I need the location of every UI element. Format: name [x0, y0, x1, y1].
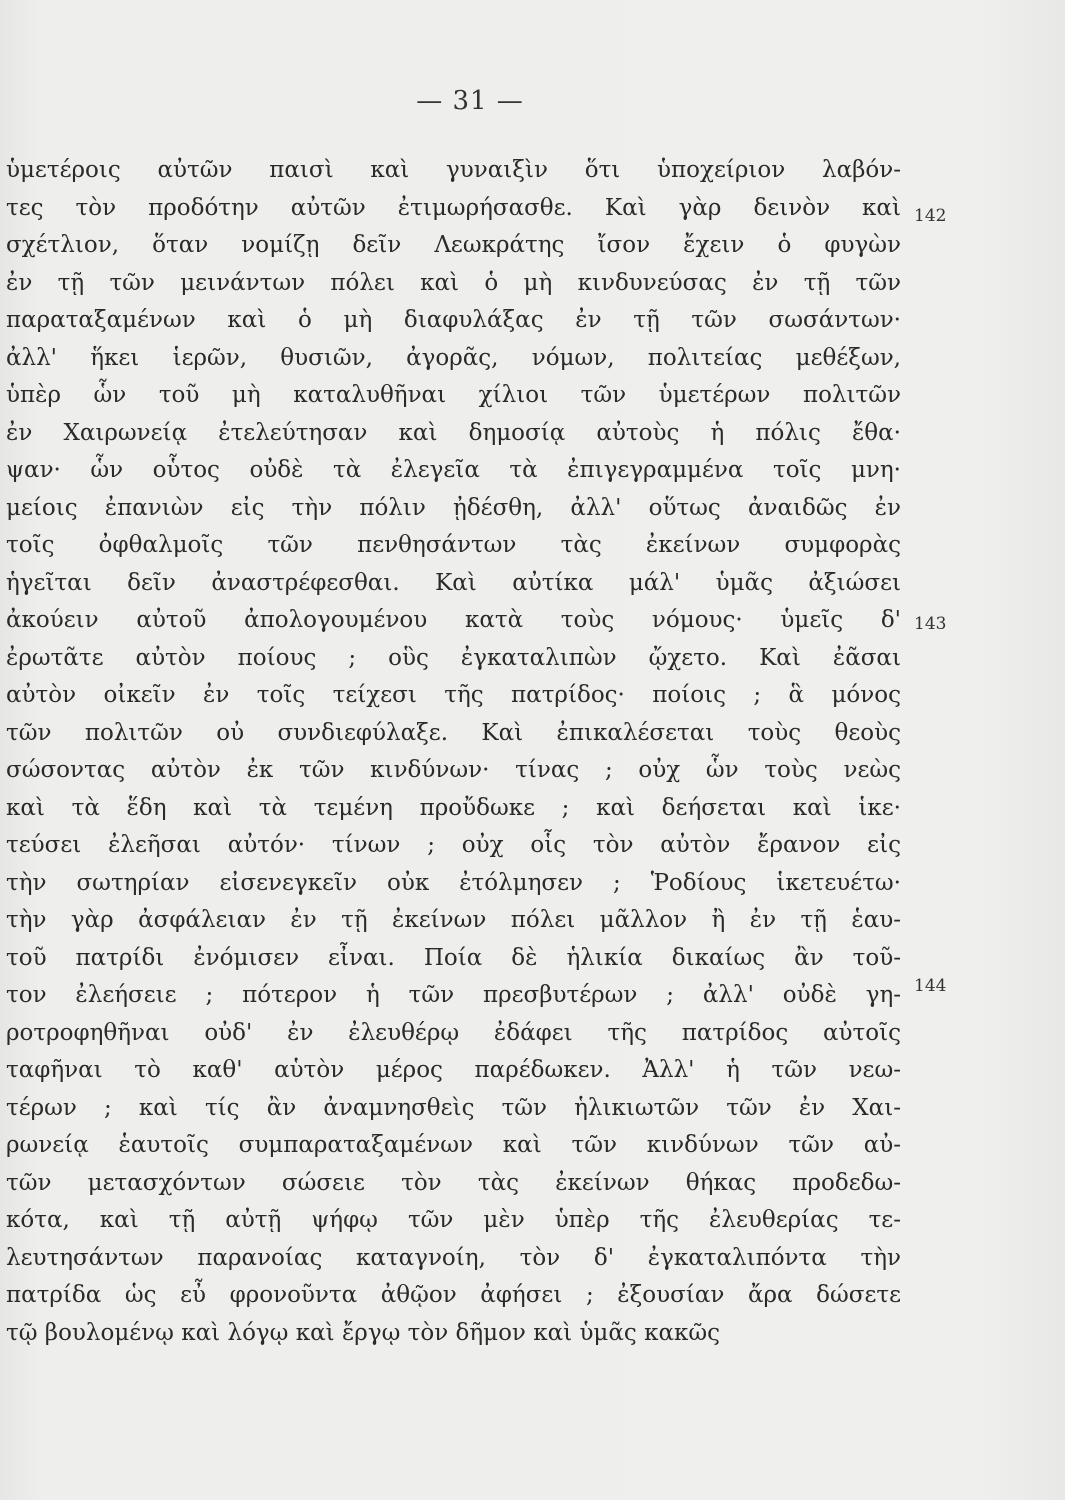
- body-text: [6, 152, 901, 1352]
- text-line: ὑμετέροις αὐτῶν παισὶ καὶ γυναιξὶν ὅτι ὑποχείριον λαβόν-: [6, 157, 901, 183]
- text-line: ἡγεῖται δεῖν ἀναστρέφεσθαι. Καὶ αὐτίκα μάλ' ὑμᾶς ἀξιώσει: [6, 569, 901, 596]
- text-line: τες τὸν προδότην αὐτῶν ἐτιμωρήσασθε. Καὶ γὰρ δεινὸν καὶ: [6, 194, 901, 221]
- text-line: τῶν μετασχόντων σώσειε τὸν τὰς ἐκείνων θήκας προδεδω-: [6, 1169, 901, 1196]
- text-line: καὶ τὰ ἕδη καὶ τὰ τεμένη προὔδωκε ; καὶ δεήσεται καὶ ἱκε·: [6, 794, 901, 821]
- margin-section-number: 143: [914, 614, 947, 634]
- text-line: ἀλλ' ἥκει ἱερῶν, θυσιῶν, ἀγορᾶς, νόμων, πολιτείας μεθέξων,: [6, 344, 901, 371]
- page-number: — 31 —: [416, 86, 524, 116]
- text-line: τεύσει ἐλεῆσαι αὐτόν· τίνων ; οὐχ οἷς τὸν αὐτὸν ἔρανον εἰς: [6, 832, 901, 858]
- text-line: ταφῆναι τὸ καθ' αὑτὸν μέρος παρέδωκεν. Ἀλλ' ἡ τῶν νεω-: [6, 1057, 901, 1083]
- margin-section-number: 142: [914, 206, 947, 226]
- text-line: πατρίδα ὡς εὖ φρονοῦντα ἀθῷον ἀφήσει ; ἐξουσίαν ἄρα δώσετε: [6, 1282, 901, 1308]
- text-line: τῶν πολιτῶν οὐ συνδιεφύλαξε. Καὶ ἐπικαλέσεται τοὺς θεοὺς: [6, 719, 901, 746]
- text-line: ἐν τῇ τῶν μεινάντων πόλει καὶ ὁ μὴ κινδυνεύσας ἐν τῇ τῶν: [6, 269, 901, 296]
- text-line: αὐτὸν οἰκεῖν ἐν τοῖς τείχεσι τῆς πατρίδος· ποίοις ; ἃ μόνος: [6, 682, 901, 708]
- text-line: ἐν Χαιρωνείᾳ ἐτελεύτησαν καὶ δημοσίᾳ αὐτοὺς ἡ πόλις ἔθα·: [6, 419, 901, 446]
- text-line: κότα, καὶ τῇ αὐτῇ ψήφῳ τῶν μὲν ὑπὲρ τῆς ἐλευθερίας τε-: [6, 1207, 901, 1233]
- text-line: τοῦ πατρίδι ἐνόμισεν εἶναι. Ποία δὲ ἡλικία δικαίως ἂν τοῦ-: [6, 944, 901, 971]
- text-line: ψαν· ὧν οὗτος οὐδὲ τὰ ἐλεγεῖα τὰ ἐπιγεγραμμένα τοῖς μνη·: [6, 457, 901, 483]
- text-line: ροτροφηθῆναι οὐδ' ἐν ἐλευθέρῳ ἐδάφει τῆς πατρίδος αὐτοῖς: [6, 1019, 901, 1046]
- text-line: σχέτλιον, ὅταν νομίζῃ δεῖν Λεωκράτης ἴσον ἔχειν ὁ φυγὼν: [6, 232, 901, 258]
- text-line: παραταξαμένων καὶ ὁ μὴ διαφυλάξας ἐν τῇ τῶν σωσάντων·: [6, 307, 901, 333]
- text-line: τοῖς ὀφθαλμοῖς τῶν πενθησάντων τὰς ἐκείνων συμφορὰς: [6, 532, 901, 558]
- text-line: τῷ βουλομένῳ καὶ λόγῳ καὶ ἔργῳ τὸν δῆμον καὶ ὑμᾶς κακῶς: [6, 1319, 721, 1346]
- text-line: λευτησάντων παρανοίας καταγνοίη, τὸν δ' ἐγκαταλιπόντα τὴν: [6, 1244, 901, 1271]
- text-line: μείοις ἐπανιὼν εἰς τὴν πόλιν ᾐδέσθη, ἀλλ' οὕτως ἀναιδῶς ἐν: [6, 494, 901, 521]
- text-line: τον ἐλεήσειε ; πότερον ἡ τῶν πρεσβυτέρων ; ἀλλ' οὐδὲ γη-: [6, 982, 901, 1008]
- text-line: σώσοντας αὐτὸν ἐκ τῶν κινδύνων· τίνας ; οὐχ ὧν τοὺς νεὼς: [6, 757, 901, 783]
- text-line: τὴν σωτηρίαν εἰσενεγκεῖν οὐκ ἐτόλμησεν ; Ῥοδίους ἱκετευέτω·: [6, 869, 901, 896]
- text-line: ἐρωτᾶτε αὐτὸν ποίους ; οὓς ἐγκαταλιπὼν ᾤχετο. Καὶ ἐᾶσαι: [6, 644, 901, 671]
- text-line: τέρων ; καὶ τίς ἂν ἀναμνησθεὶς τῶν ἡλικιωτῶν τῶν ἐν Χαι-: [6, 1094, 901, 1121]
- text-line: ὑπὲρ ὧν τοῦ μὴ καταλυθῆναι χίλιοι τῶν ὑμετέρων πολιτῶν: [6, 382, 901, 408]
- text-line: τὴν γὰρ ἀσφάλειαν ἐν τῇ ἐκείνων πόλει μᾶλλον ἢ ἐν τῇ ἑαυ-: [6, 907, 901, 933]
- margin-section-number: 144: [914, 976, 947, 996]
- text-line: ἀκούειν αὐτοῦ ἀπολογουμένου κατὰ τοὺς νόμους· ὑμεῖς δ': [6, 607, 901, 633]
- text-line: ρωνείᾳ ἑαυτοῖς συμπαραταξαμένων καὶ τῶν κινδύνων τῶν αὐ-: [6, 1132, 901, 1158]
